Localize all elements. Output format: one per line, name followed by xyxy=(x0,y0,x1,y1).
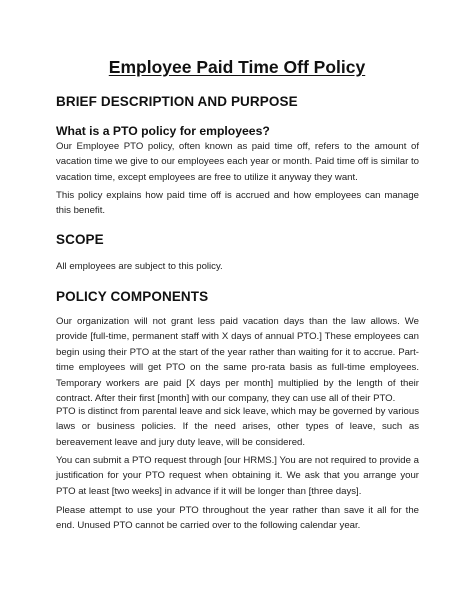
section-heading-brief: BRIEF DESCRIPTION AND PURPOSE xyxy=(56,94,298,109)
paragraph-scope-1: All employees are subject to this policy. xyxy=(56,261,223,272)
paragraph-brief-2: This policy explains how paid time off is accrued and how employees can manage this benefit. xyxy=(56,190,419,217)
document-title: Employee Paid Time Off Policy xyxy=(108,57,366,77)
section-heading-scope: SCOPE xyxy=(56,232,104,247)
section-heading-components: POLICY COMPONENTS xyxy=(56,289,209,304)
subheading-what-is-pto: What is a PTO policy for employees? xyxy=(56,124,270,138)
paragraph-components-2: PTO is distinct from parental leave and sick leave, which may be governed by various laws or business policies. If the need arises, other types of leave, such as bereavement leave and jury duty leave, will be considered. xyxy=(56,406,419,448)
paragraph-components-3: You can submit a PTO request through [our HRMS.] You are not required to provide a justification for your PTO request when obtaining it. We ask that you arrange your PTO at least [two weeks] in advance if it will be longer than [three days]. xyxy=(56,455,419,497)
paragraph-brief-1: Our Employee PTO policy, often known as paid time off, refers to the amount of vacation time we give to our employees each year or month. Paid time off is similar to vacation time, except employees are free to utilize it anyway they want. xyxy=(56,141,419,183)
paragraph-components-4: Please attempt to use your PTO throughout the year rather than save it all for the end. Unused PTO cannot be carried over to the following calendar year. xyxy=(56,505,419,532)
paragraph-components-1: Our organization will not grant less paid vacation days than the law allows. We provide [full-time, permanent staff with X days of annual PTO.] These employees can begin using their PTO at the start of the year rather than waiting for it to accrue. Part-time employees will get PTO on the same pro-rata basis as full-time employees. Temporary workers are paid [X days per month] multiplied by the length of their contract. After their first [month] with our company, they can use all of their PTO. xyxy=(56,316,419,405)
